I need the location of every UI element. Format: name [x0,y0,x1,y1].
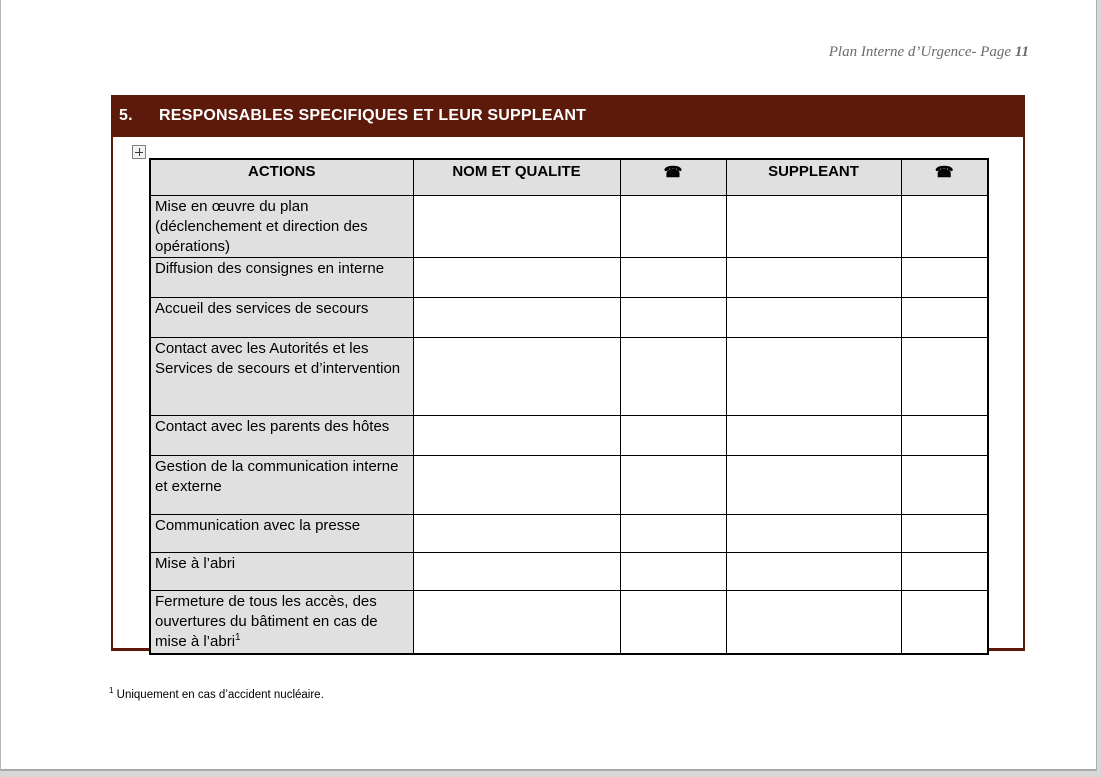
suppleant-phone-cell[interactable] [901,455,988,514]
suppleant-phone-cell[interactable] [901,337,988,415]
phone-cell[interactable] [620,337,726,415]
footnote [109,686,324,701]
suppleant-cell[interactable] [726,297,901,337]
nom-qualite-cell[interactable] [413,552,620,590]
action-cell: Mise en œuvre du plan (déclenchement et direction des opérations) [150,195,413,257]
nom-qualite-cell[interactable] [413,415,620,455]
action-cell: Diffusion des consignes en interne [150,257,413,297]
suppleant-phone-cell[interactable] [901,552,988,590]
suppleant-cell[interactable] [726,590,901,654]
action-cell: Communication avec la presse [150,514,413,552]
phone-cell[interactable] [620,297,726,337]
suppleant-phone-cell[interactable] [901,590,988,654]
page-number: 11 [1014,44,1029,60]
suppleant-cell[interactable] [726,415,901,455]
suppleant-phone-cell[interactable] [901,257,988,297]
action-cell: Mise à l’abri [150,552,413,590]
table-move-handle-icon[interactable] [132,145,146,159]
header-nom-et-qualite: NOM ET QUALITE [413,159,620,195]
table-row [150,590,988,654]
suppleant-cell[interactable] [726,195,901,257]
table-row [150,297,988,337]
phone-cell[interactable] [620,415,726,455]
phone-cell[interactable] [620,195,726,257]
phone-cell[interactable] [620,455,726,514]
nom-qualite-cell[interactable] [413,337,620,415]
running-header [829,44,1029,61]
responsables-table [149,158,989,655]
table-row [150,195,988,257]
suppleant-phone-cell[interactable] [901,195,988,257]
footnote-reference: 1 [235,631,241,643]
suppleant-cell[interactable] [726,552,901,590]
table-header-row [150,159,988,195]
header-actions: ACTIONS [150,159,413,195]
table-row [150,514,988,552]
action-cell: Contact avec les Autorités et les Services de secours et d’intervention [150,337,413,415]
table-row [150,455,988,514]
phone-icon: ☎ [901,159,988,195]
action-cell: Fermeture de tous les accès, des ouvertures du bâtiment en cas de mise à l’abri$^1$ [150,590,413,654]
suppleant-phone-cell[interactable] [901,297,988,337]
nom-qualite-cell[interactable] [413,297,620,337]
phone-cell[interactable] [620,590,726,654]
suppleant-cell[interactable] [726,455,901,514]
footnote-text: Uniquement en cas d’accident nucléaire. [113,688,324,701]
phone-icon: ☎ [620,159,726,195]
table-row [150,337,988,415]
suppleant-phone-cell[interactable] [901,415,988,455]
running-header-title: Plan Interne d’Urgence- Page [828,44,1015,60]
phone-cell[interactable] [620,514,726,552]
section-number: 5. [119,107,133,124]
action-cell: Gestion de la communication interne et externe [150,455,413,514]
phone-cell[interactable] [620,257,726,297]
nom-qualite-cell[interactable] [413,590,620,654]
action-cell: Contact avec les parents des hôtes [150,415,413,455]
nom-qualite-cell[interactable] [413,195,620,257]
header-suppleant: SUPPLEANT [726,159,901,195]
footnote-marker: 1 [109,686,114,695]
action-cell: Accueil des services de secours [150,297,413,337]
table-row [150,257,988,297]
phone-cell[interactable] [620,552,726,590]
nom-qualite-cell[interactable] [413,257,620,297]
section-heading-banner [111,95,1025,137]
suppleant-cell[interactable] [726,257,901,297]
table-row [150,552,988,590]
suppleant-phone-cell[interactable] [901,514,988,552]
table-row [150,415,988,455]
actions-table-body [150,195,988,654]
nom-qualite-cell[interactable] [413,514,620,552]
nom-qualite-cell[interactable] [413,455,620,514]
suppleant-cell[interactable] [726,514,901,552]
suppleant-cell[interactable] [726,337,901,415]
section-title: RESPONSABLES SPECIFIQUES ET LEUR SUPPLEANT [159,107,587,124]
